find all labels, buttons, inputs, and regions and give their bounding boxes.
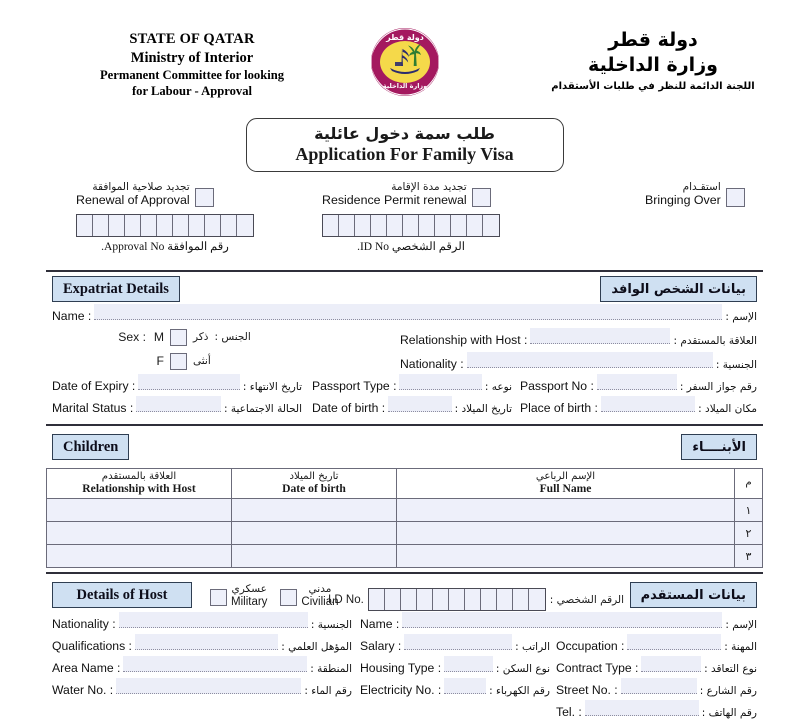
expat-passport-type-label-ar: نوعه : [484, 381, 512, 393]
host-housing-type-field[interactable] [360, 656, 550, 675]
child-row-number: ٢ [735, 522, 763, 545]
committee-line-2: for Labour - Approval [131, 84, 252, 99]
expat-date-of-birth-input[interactable] [388, 396, 451, 412]
host-nationality-label-ar: الجنسية : [310, 619, 352, 631]
host-area-name-label-ar: المنطقة : [310, 663, 352, 675]
residence-permit-renewal-checkbox[interactable] [472, 188, 491, 207]
expat-date-of-birth-label-ar: تاريخ الميلاد : [454, 403, 512, 415]
expat-sex-label-ar: الجنس : [214, 331, 251, 343]
expat-date-of-birth-field[interactable] [312, 396, 512, 415]
state-of-qatar-arabic: دولة قطر [608, 29, 698, 51]
id-no-caption-en: ID No. [357, 240, 390, 253]
expatriat-details-tag-ar: بيانات الشخص الوافد [611, 281, 746, 297]
expatriat-details-tag [52, 276, 180, 302]
host-contract-type-label-en: Contract Type : [556, 661, 639, 675]
host-id-no-cells[interactable] [368, 588, 546, 611]
approval-no-cell[interactable] [221, 215, 237, 236]
host-civilian-checkbox[interactable] [280, 589, 297, 606]
expat-sex-female-label-ar: أنثى [193, 355, 211, 367]
expat-place-of-birth-field[interactable] [520, 396, 757, 415]
approval-no-cell[interactable] [125, 215, 141, 236]
expat-marital-status-label-en: Marital Status : [52, 401, 134, 415]
expat-name-label-ar: الإسم : [725, 311, 757, 323]
host-area-name-label-en: Area Name : [52, 661, 121, 675]
divider-top [46, 270, 763, 272]
bringing-over-checkbox[interactable] [726, 188, 745, 207]
col-row-number-ar: م [745, 477, 752, 489]
id-no-cell[interactable] [483, 215, 499, 236]
expat-name-label-en: Name : [52, 309, 92, 323]
form-header [0, 0, 809, 108]
approval-no-caption-ar: رقم الموافقة [167, 240, 229, 253]
header-right-text [543, 28, 763, 93]
host-contract-type-label-ar: نوع التعاقد : [704, 663, 757, 675]
details-of-host-tag-ar-box [630, 582, 757, 608]
id-no-cell[interactable] [323, 215, 339, 236]
host-name-label-ar: الإسم : [725, 619, 757, 631]
expat-passport-no-input[interactable] [597, 374, 677, 390]
id-no-cell[interactable] [355, 215, 371, 236]
host-id-no-cell[interactable] [417, 589, 433, 610]
children-table-header-row [47, 469, 763, 499]
approval-no-caption-en: Approval No. [101, 240, 165, 253]
residence-permit-renewal-label-ar: تجديد مدة الإقامة [391, 181, 467, 193]
host-military-label-en: Military [231, 595, 268, 608]
details-of-host-tag-en: Details of Host [76, 586, 168, 603]
children-tag-ar: الأبنــــاء [692, 439, 746, 455]
host-id-no-cell[interactable] [497, 589, 513, 610]
host-salary-label-en: Salary : [360, 639, 402, 653]
child-full-name-cell[interactable] [397, 545, 735, 568]
col-full-name-en: Full Name [539, 481, 592, 495]
host-street-no-label-ar: رقم الشارع : [699, 685, 757, 697]
host-qualifications-input[interactable] [135, 634, 278, 650]
expat-date-of-expiry-label-ar: تاريخ الانتهاء : [242, 381, 302, 393]
expat-place-of-birth-label-en: Place of birth : [520, 401, 598, 415]
ministry-line: Ministry of Interior [130, 49, 254, 66]
expat-marital-status-label-ar: الحالة الاجتماعية : [223, 403, 302, 415]
bringing-over-label-en: Bringing Over [645, 192, 721, 207]
host-military-option[interactable] [210, 584, 267, 608]
id-no-cell[interactable] [403, 215, 419, 236]
host-qualifications-field[interactable] [52, 634, 352, 653]
id-no-cell[interactable] [467, 215, 483, 236]
table-row[interactable] [47, 522, 763, 545]
expat-nationality-field[interactable] [400, 352, 757, 371]
host-housing-type-label-en: Housing Type : [360, 661, 442, 675]
host-housing-type-input[interactable] [444, 656, 493, 672]
id-no-cell[interactable] [371, 215, 387, 236]
approval-no-cell[interactable] [141, 215, 157, 236]
renewal-of-approval-label-ar: تجديد صلاحية الموافقة [92, 181, 190, 193]
host-salary-input[interactable] [404, 634, 512, 650]
host-qualifications-label-ar: المؤهل العلمي : [281, 641, 352, 653]
host-id-no-cell[interactable] [449, 589, 465, 610]
host-id-no-label-en: I.D No. [328, 593, 364, 606]
child-row-number: ١ [735, 499, 763, 522]
expat-nationality-label-ar: الجنسية : [715, 359, 757, 371]
details-of-host-section [0, 582, 809, 722]
approval-no-cell[interactable] [77, 215, 93, 236]
host-electricity-no-input[interactable] [444, 678, 486, 694]
expat-passport-no-label-en: Passport No : [520, 379, 594, 393]
approval-no-cell[interactable] [189, 215, 205, 236]
expat-sex-label-en: Sex : [118, 330, 146, 344]
expat-relationship-field[interactable] [400, 328, 757, 347]
committee-line-1: Permanent Committee for looking [99, 68, 285, 83]
col-relationship-ar: العلاقة بالمستقدم [101, 471, 177, 483]
expat-date-of-birth-label-en: Date of birth : [312, 401, 386, 415]
child-date-of-birth-cell[interactable] [232, 522, 397, 545]
children-tag-ar-box [681, 434, 757, 460]
form-title-arabic: طلب سمة دخول عائلية [314, 124, 495, 144]
expat-relationship-input[interactable] [530, 328, 670, 344]
expat-date-of-expiry-field[interactable] [52, 374, 302, 393]
renewal-of-approval-checkbox[interactable] [195, 188, 214, 207]
table-row[interactable] [47, 499, 763, 522]
expat-relationship-label-en: Relationship with Host : [400, 333, 528, 347]
host-occupation-label-en: Occupation : [556, 639, 625, 653]
host-military-label-ar: عسكري [231, 583, 267, 595]
expat-sex-female-letter: F [156, 354, 164, 368]
approval-no-cell[interactable] [173, 215, 189, 236]
svg-text:دولة قطر: دولة قطر [385, 33, 424, 42]
divider-host [46, 572, 763, 574]
expat-name-field[interactable] [52, 304, 757, 323]
col-relationship-en: Relationship with Host [82, 481, 196, 495]
option-renewal-of-approval[interactable] [76, 182, 254, 253]
expat-passport-type-label-en: Passport Type : [312, 379, 397, 393]
id-no-caption [322, 239, 500, 253]
expat-passport-type-input[interactable] [399, 374, 481, 390]
host-id-no-cell[interactable] [433, 589, 449, 610]
expat-name-input[interactable] [94, 304, 722, 320]
host-tel-input[interactable] [585, 700, 699, 716]
host-civilian-label-ar: مدني [308, 583, 332, 595]
child-relationship-cell[interactable] [47, 545, 232, 568]
children-tag [52, 434, 129, 460]
host-nationality-input[interactable] [119, 612, 308, 628]
expat-relationship-label-ar: العلاقة بالمستقدم : [673, 335, 757, 347]
host-id-no-cell[interactable] [401, 589, 417, 610]
approval-no-cell[interactable] [157, 215, 173, 236]
col-date-of-birth-ar: تاريخ الميلاد [289, 471, 339, 483]
children-table [46, 468, 763, 568]
expat-place-of-birth-label-ar: مكان الميلاد : [698, 403, 757, 415]
expat-place-of-birth-input[interactable] [601, 396, 695, 412]
col-date-of-birth-en: Date of birth [282, 481, 346, 495]
host-id-no-cell[interactable] [465, 589, 481, 610]
host-water-no-label-en: Water No. : [52, 683, 114, 697]
application-type-options [0, 182, 809, 260]
residence-permit-renewal-label-en: Residence Permit renewal [322, 192, 467, 207]
expat-date-of-expiry-label-en: Date of Expiry : [52, 379, 136, 393]
child-date-of-birth-cell[interactable] [232, 545, 397, 568]
host-name-field[interactable] [360, 612, 757, 631]
id-no-cell[interactable] [387, 215, 403, 236]
expat-nationality-input[interactable] [467, 352, 713, 368]
expat-sex-male-letter: M [153, 330, 164, 344]
host-contract-type-field[interactable] [556, 656, 757, 675]
host-salary-label-ar: الراتب : [515, 641, 550, 653]
host-street-no-field[interactable] [556, 678, 757, 697]
host-water-no-label-ar: رقم الماء : [304, 685, 352, 697]
host-electricity-no-field[interactable] [360, 678, 550, 697]
expat-date-of-expiry-input[interactable] [138, 374, 240, 390]
expat-passport-no-label-ar: رقم جواز السفر : [679, 381, 757, 393]
expat-sex-female-checkbox[interactable] [170, 353, 187, 370]
child-full-name-cell[interactable] [397, 522, 735, 545]
host-civilian-label-en: Civilian [301, 595, 339, 608]
col-row-number [735, 469, 763, 499]
host-military-checkbox[interactable] [210, 589, 227, 606]
form-title-box [246, 118, 564, 172]
renewal-of-approval-label-en: Renewal of Approval [76, 192, 190, 207]
host-qualifications-label-en: Qualifications : [52, 639, 132, 653]
host-name-label-en: Name : [360, 617, 400, 631]
expat-sex-female-row[interactable] [88, 350, 211, 372]
col-full-name [397, 469, 735, 499]
host-water-no-field[interactable] [52, 678, 352, 697]
approval-no-cell[interactable] [237, 215, 253, 236]
host-street-no-label-en: Street No. : [556, 683, 618, 697]
host-contract-type-input[interactable] [641, 656, 701, 672]
host-occupation-field[interactable] [556, 634, 757, 653]
children-tag-en: Children [63, 438, 119, 455]
host-water-no-input[interactable] [116, 678, 301, 694]
expatriat-details-tag-en: Expatriat Details [63, 280, 169, 297]
qatar-state-emblem-icon [369, 26, 441, 98]
col-full-name-ar: الإسم الرباعي [535, 471, 596, 483]
host-id-no-cell[interactable] [513, 589, 529, 610]
option-residence-permit-renewal[interactable] [322, 182, 500, 253]
host-name-input[interactable] [402, 612, 722, 628]
approval-no-caption [76, 239, 254, 253]
host-id-no-group[interactable] [328, 588, 624, 611]
expatriat-details-tag-ar-box [600, 276, 757, 302]
approval-no-cell[interactable] [205, 215, 221, 236]
id-no-cells[interactable] [322, 214, 500, 237]
child-date-of-birth-cell[interactable] [232, 499, 397, 522]
details-of-host-tag [52, 582, 192, 608]
host-tel-label-ar: رقم الهاتف : [701, 707, 757, 719]
expat-sex-male-checkbox[interactable] [170, 329, 187, 346]
host-nationality-field[interactable] [52, 612, 352, 631]
host-area-name-input[interactable] [123, 656, 307, 672]
host-electricity-no-label-ar: رقم الكهرباء : [489, 685, 550, 697]
id-no-cell[interactable] [419, 215, 435, 236]
expat-marital-status-field[interactable] [52, 396, 302, 415]
col-date-of-birth [232, 469, 397, 499]
child-row-number: ٣ [735, 545, 763, 568]
host-occupation-label-ar: المهنة : [724, 641, 757, 653]
expat-nationality-label-en: Nationality : [400, 357, 464, 371]
host-electricity-no-label-en: Electricity No. : [360, 683, 442, 697]
table-row[interactable] [47, 545, 763, 568]
col-relationship [47, 469, 232, 499]
ministry-arabic: وزارة الداخلية [588, 53, 718, 76]
option-bringing-over[interactable] [645, 182, 745, 208]
approval-no-cells[interactable] [76, 214, 254, 237]
host-tel-label-en: Tel. : [556, 705, 582, 719]
host-id-no-cell[interactable] [369, 589, 385, 610]
svg-text:وزارة الداخلية: وزارة الداخلية [382, 82, 427, 90]
child-relationship-cell[interactable] [47, 522, 232, 545]
host-id-no-cell[interactable] [385, 589, 401, 610]
id-no-cell[interactable] [435, 215, 451, 236]
expat-passport-type-field[interactable] [312, 374, 512, 393]
host-street-no-input[interactable] [621, 678, 697, 694]
host-area-name-field[interactable] [52, 656, 352, 675]
approval-no-cell[interactable] [109, 215, 125, 236]
state-of-qatar-line: STATE OF QATAR [129, 31, 255, 47]
expat-passport-no-field[interactable] [520, 374, 757, 393]
host-tel-field[interactable] [556, 700, 757, 719]
child-relationship-cell[interactable] [47, 499, 232, 522]
host-housing-type-label-ar: نوع السكن : [495, 663, 550, 675]
expatriat-details-section [0, 276, 809, 418]
host-nationality-label-en: Nationality : [52, 617, 116, 631]
bringing-over-label-ar: استقـدام [682, 181, 721, 193]
expat-sex-male-row[interactable] [88, 326, 251, 348]
form-title-english: Application For Family Visa [295, 143, 514, 164]
host-id-no-cell[interactable] [481, 589, 497, 610]
id-no-caption-ar: الرقم الشخصي [391, 240, 465, 253]
host-id-no-cell[interactable] [529, 589, 545, 610]
child-full-name-cell[interactable] [397, 499, 735, 522]
divider-children [46, 424, 763, 426]
host-occupation-input[interactable] [627, 634, 721, 650]
id-no-cell[interactable] [339, 215, 355, 236]
expat-marital-status-input[interactable] [136, 396, 221, 412]
approval-no-cell[interactable] [93, 215, 109, 236]
host-id-no-label-ar: الرقم الشخصي : [549, 593, 625, 606]
details-of-host-tag-ar: بيانات المستقدم [640, 587, 746, 603]
header-left-text [52, 30, 332, 99]
committee-arabic: اللجنة الدائمة للنظر في طلبات الأستقدام [551, 81, 755, 93]
id-no-cell[interactable] [451, 215, 467, 236]
expat-sex-male-label-ar: ذكر [193, 331, 209, 343]
children-section [0, 434, 809, 563]
host-type-options[interactable] [210, 584, 339, 608]
host-salary-field[interactable] [360, 634, 550, 653]
